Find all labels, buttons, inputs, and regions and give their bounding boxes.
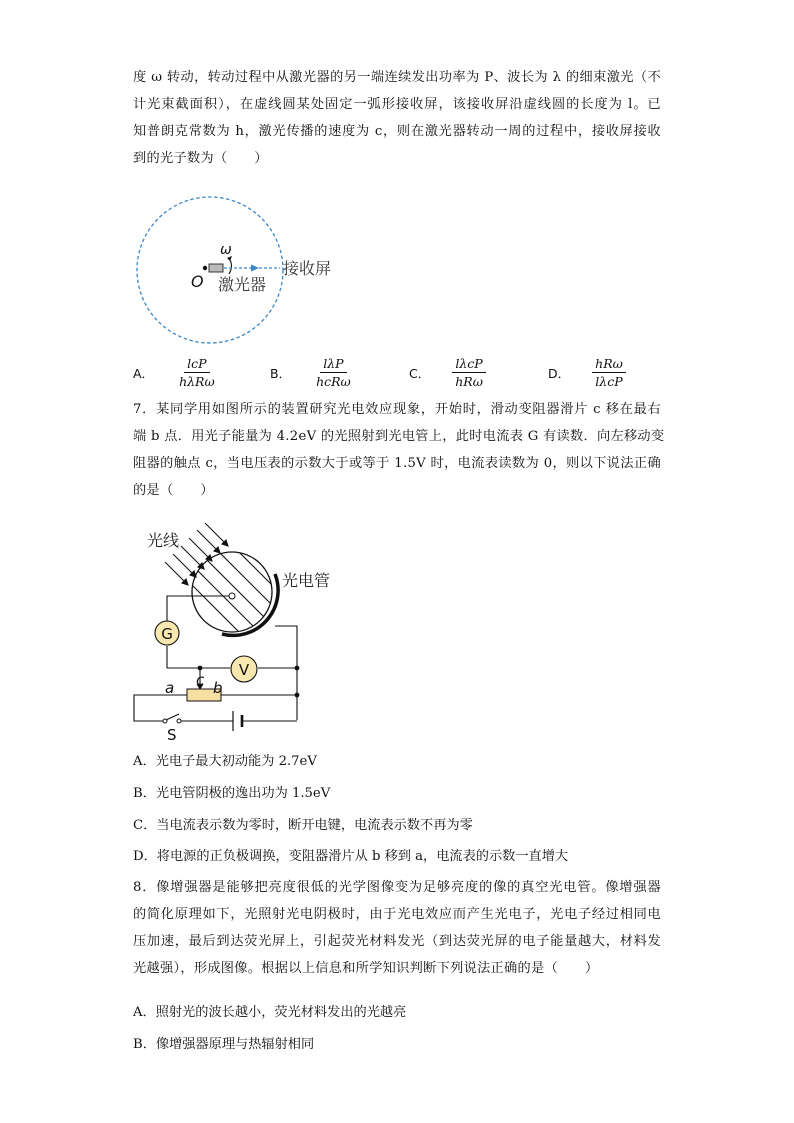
q6-stem-line: 计光束截面积），在虚线圆某处固定一弧形接收屏，该接收屏沿虚线圆的长度为 l。已 — [133, 97, 661, 112]
light-label: 光线 — [147, 531, 180, 550]
origin-label: O — [191, 272, 204, 291]
label-c: c — [196, 671, 205, 689]
q7-option-c[interactable]: C．当电流表示数为零时，断开电键，电流表示数不再为零 — [133, 818, 473, 833]
photoelectric-circuit-figure — [125, 518, 331, 744]
laser-device — [209, 264, 223, 272]
option-letter: C． — [409, 365, 431, 381]
q6-stem-line: 知普朗克常数为 h，激光传播的速度为 c，则在激光器转动一周的过程中，接收屏接收 — [133, 124, 661, 139]
q7-stem-line: 端 b 点．用光子能量为 4.2eV 的光照射到光电管上，此时电流表 G 有读数．向左移动变 — [133, 429, 665, 444]
screen-label: 接收屏 — [283, 259, 332, 278]
q8-stem-line: 光越强），形成图像。根据以上信息和所学知识判断下列说法正确的是（ ） — [133, 961, 599, 976]
voltmeter-label: V — [238, 661, 250, 679]
label-a: a — [165, 679, 175, 697]
q6-option-c[interactable] — [409, 356, 486, 389]
galvanometer-label: G — [161, 625, 173, 643]
laser-beam-arrowhead — [251, 265, 259, 272]
q6-option-d[interactable] — [548, 356, 626, 389]
denominator: hcRω — [316, 374, 351, 389]
junction-dot — [295, 693, 300, 698]
laser-circle-figure — [130, 190, 330, 350]
phototube — [192, 552, 272, 632]
numerator: lλP — [320, 356, 346, 373]
q7-option-d[interactable]: D．将电源的正负极调换，变阻器滑片从 b 移到 a，电流表的示数一直增大 — [133, 849, 569, 864]
fraction — [176, 356, 218, 389]
tube-label: 光电管 — [282, 571, 331, 590]
switch-contact — [177, 719, 181, 723]
center-point — [203, 266, 207, 270]
fraction — [452, 356, 486, 389]
junction-dot — [295, 666, 300, 671]
q6-stem-line: 度 ω 转动，转动过程中从激光器的另一端连续发出功率为 P、波长为 λ 的细束激光（不 — [133, 70, 661, 85]
q8-stem-line: 压加速，最后到达荧光屏上，引起荧光材料发光（到达荧光屏的电子能量越大，材料发 — [133, 934, 661, 949]
q6-stem — [133, 64, 661, 172]
denominator: lλcP — [595, 374, 623, 389]
q7-option-a[interactable]: A．光电子最大初动能为 2.7eV — [133, 754, 317, 769]
denominator: hRω — [455, 374, 483, 389]
q8-option-a[interactable]: A．照射光的波长越小，荧光材料发出的光越亮 — [133, 1005, 407, 1020]
q7-stem-line: 7．某同学用如图所示的装置研究光电效应现象，开始时，滑动变阻器滑片 c 移在最右 — [133, 402, 661, 417]
laser-label: 激光器 — [218, 275, 267, 294]
q7-option-b[interactable]: B．光电管阴极的逸出功为 1.5eV — [133, 786, 331, 801]
label-b: b — [213, 679, 223, 697]
q6-stem-line: 到的光子数为（ ） — [133, 151, 268, 166]
numerator: hRω — [592, 356, 626, 373]
rotation-arrow — [229, 258, 232, 274]
label-s: S — [167, 726, 177, 744]
option-letter: D． — [548, 365, 571, 381]
fraction — [592, 356, 626, 389]
q7-stem — [133, 396, 665, 504]
switch-lever[interactable] — [166, 714, 179, 720]
q8-option-b[interactable]: B．像增强器原理与热辐射相同 — [133, 1037, 315, 1052]
option-letter: B． — [270, 365, 292, 381]
q8-stem — [133, 874, 661, 982]
q7-stem-line: 的是（ ） — [133, 483, 214, 498]
numerator: lλcP — [452, 356, 485, 373]
junction-dot — [198, 666, 203, 671]
option-letter: A． — [133, 365, 155, 381]
anode — [229, 593, 235, 599]
q6-option-b[interactable] — [270, 356, 354, 389]
q7-stem-line: 阻器的触点 c，当电压表的示数大于或等于 1.5V 时，电流表读数为 0，则以下说法正确 — [133, 456, 661, 471]
q6-option-a[interactable] — [133, 356, 218, 389]
omega-label: ω — [220, 242, 232, 258]
denominator: hλRω — [179, 374, 215, 389]
numerator: lcP — [184, 356, 209, 373]
fraction — [313, 356, 354, 389]
q8-stem-line: 的简化原理如下，光照射光电阴极时，由于光电效应而产生光电子，光电子经过相同电 — [133, 907, 661, 922]
q8-stem-line: 8．像增强器是能够把亮度很低的光学图像变为足够亮度的像的真空光电管。像增强器 — [133, 880, 661, 895]
